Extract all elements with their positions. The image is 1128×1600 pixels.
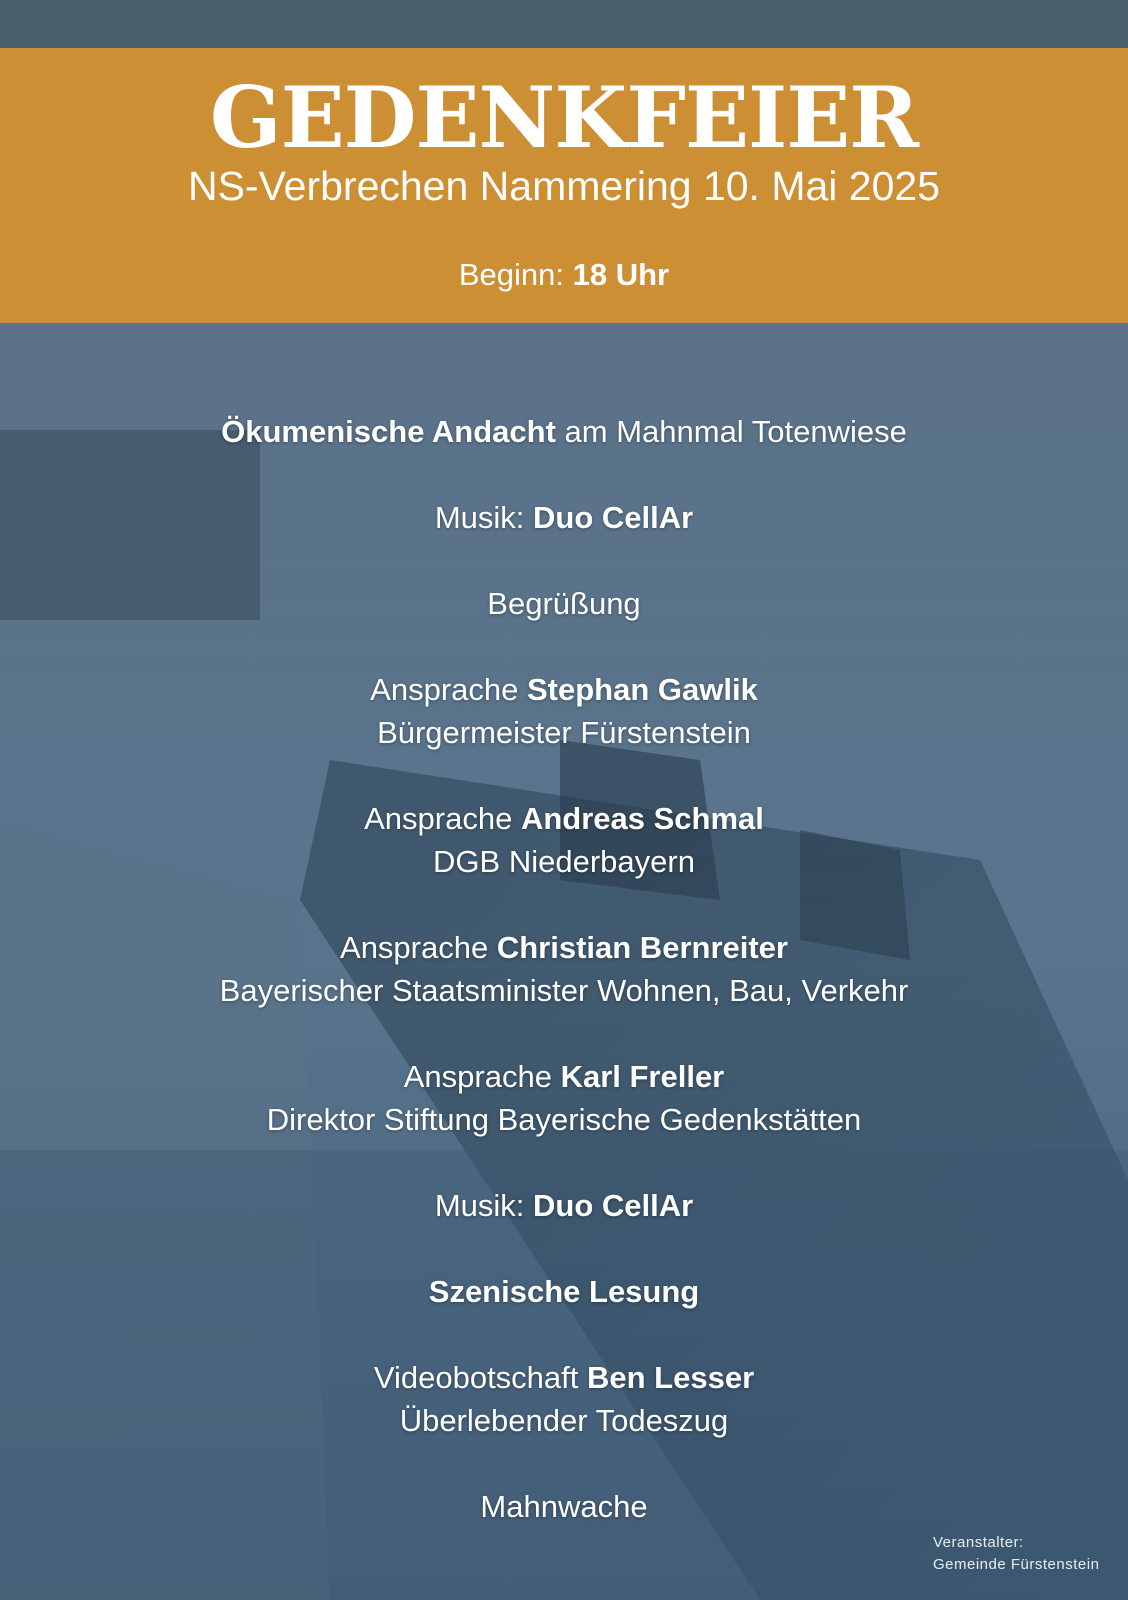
speaker-role: DGB Niederbayern: [433, 844, 695, 879]
organizer-label: Veranstalter:: [933, 1534, 1024, 1551]
speaker-name: Andreas Schmal: [520, 801, 764, 836]
program-item-rede-freller: [0, 1055, 1128, 1141]
speaker-role: Bayerischer Staatsminister Wohnen, Bau, Verkehr: [219, 973, 909, 1008]
program-item-rede-gawlik: [0, 668, 1128, 754]
item-prefix: Musik:: [434, 1188, 533, 1223]
item-text: Begrüßung: [487, 586, 641, 621]
item-text: Mahnwache: [480, 1489, 648, 1524]
top-strip: [0, 0, 1128, 48]
program-item-videobotschaft: [0, 1356, 1128, 1442]
item-prefix: Ansprache: [403, 1059, 561, 1094]
program-item-rede-bernreiter: [0, 926, 1128, 1012]
speaker-line: [0, 797, 1128, 840]
start-time-value: 18 Uhr: [572, 257, 670, 292]
speaker-name: Karl Freller: [560, 1059, 725, 1094]
program-list: [0, 410, 1128, 1571]
item-bold: Duo CellAr: [533, 1188, 694, 1223]
organizer-note: [933, 1532, 1099, 1576]
program-item-musik-2: [0, 1184, 1128, 1227]
page-title: GEDENKFEIER: [209, 68, 919, 167]
program-item-begruessung: [0, 582, 1128, 625]
speaker-name: Ben Lesser: [587, 1360, 755, 1395]
speaker-name: Stephan Gawlik: [526, 672, 758, 707]
page-subtitle: NS-Verbrechen Nammering 10. Mai 2025: [187, 163, 941, 209]
item-bold: Szenische Lesung: [428, 1274, 700, 1309]
program-item-andacht: [0, 410, 1128, 453]
header-banner: [0, 48, 1128, 323]
item-prefix: Ansprache: [370, 672, 527, 707]
speaker-line: [0, 1055, 1128, 1098]
start-label: Beginn:: [458, 257, 565, 292]
speaker-role: Überlebender Todeszug: [399, 1403, 729, 1438]
item-prefix: Videobotschaft: [373, 1360, 587, 1395]
program-item-rede-schmal: [0, 797, 1128, 883]
program-item-mahnwache: [0, 1485, 1128, 1528]
program-item-musik-1: [0, 496, 1128, 539]
item-prefix: Ansprache: [364, 801, 521, 836]
speaker-role: Direktor Stiftung Bayerische Gedenkstätten: [266, 1102, 862, 1137]
speaker-line: [0, 926, 1128, 969]
item-prefix: Musik:: [434, 500, 533, 535]
speaker-role: Bürgermeister Fürstenstein: [377, 715, 751, 750]
item-text: am Mahnmal Totenwiese: [555, 414, 907, 449]
item-prefix: Ansprache: [340, 930, 497, 965]
item-bold: Ökumenische Andacht: [221, 414, 556, 449]
speaker-line: [0, 1356, 1128, 1399]
organizer-name: Gemeinde Fürstenstein: [933, 1556, 1100, 1573]
speaker-name: Christian Bernreiter: [496, 930, 788, 965]
item-bold: Duo CellAr: [533, 500, 694, 535]
speaker-line: [0, 668, 1128, 711]
start-time: [0, 256, 1128, 294]
program-item-lesung: [0, 1270, 1128, 1313]
